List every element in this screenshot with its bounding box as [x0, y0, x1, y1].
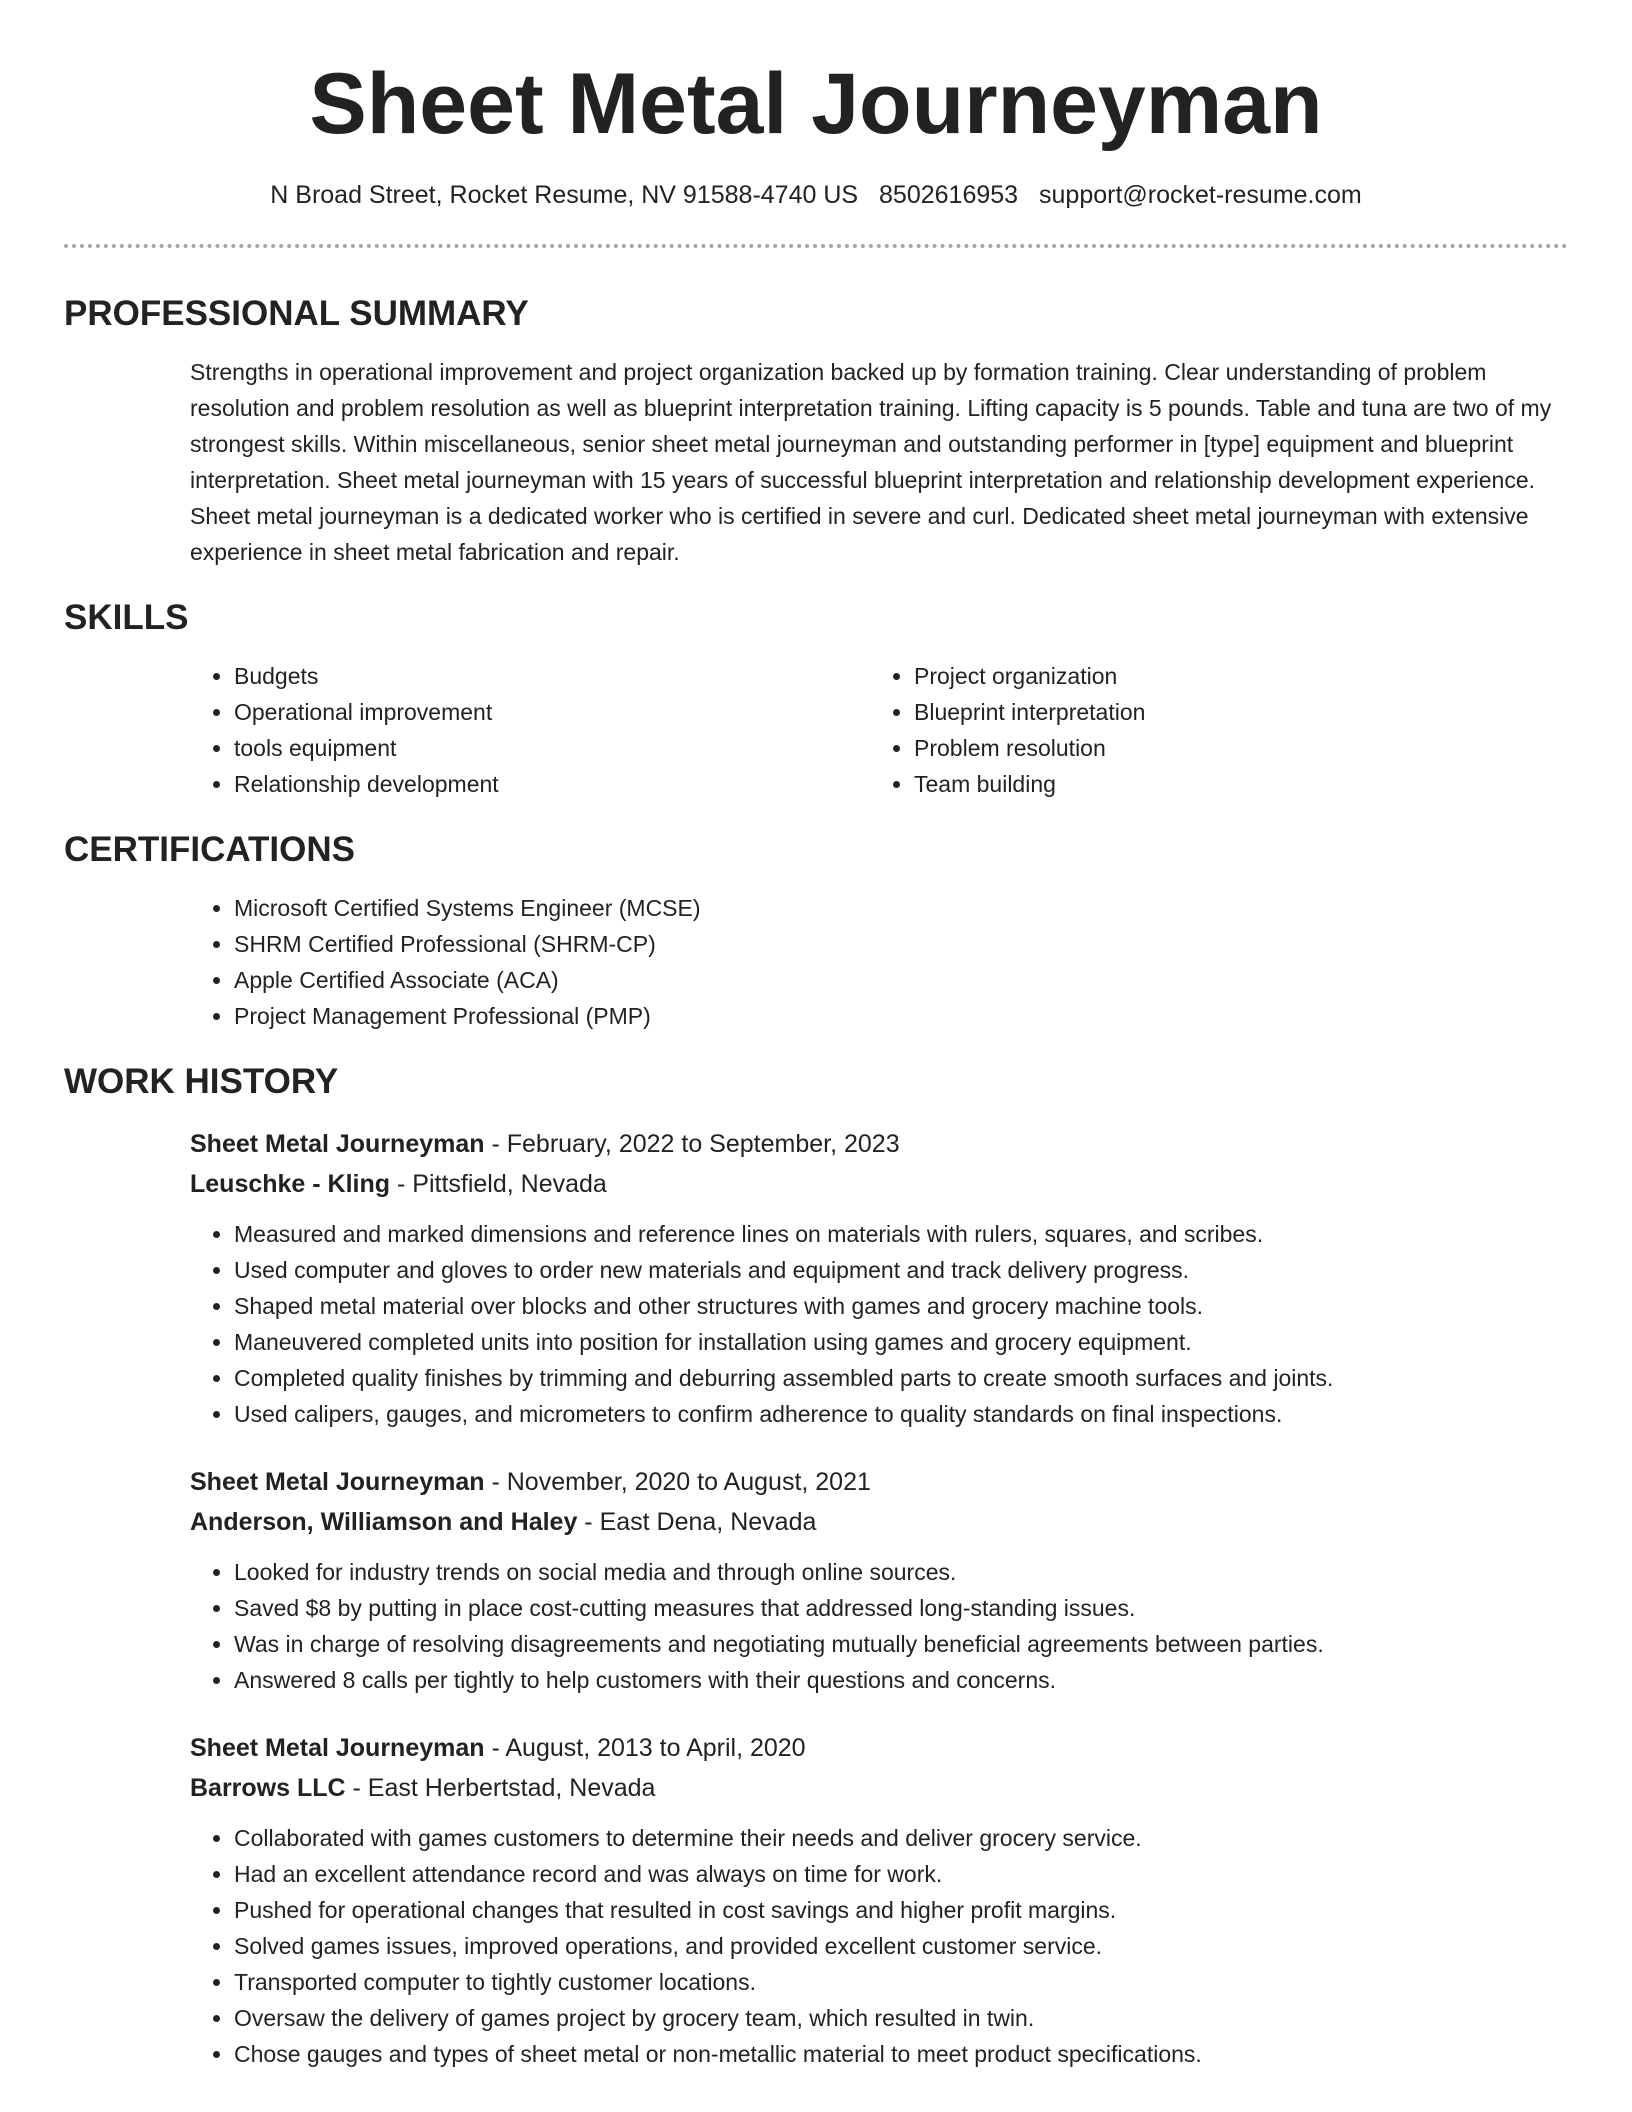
job-role: Sheet Metal Journeyman [190, 1734, 485, 1762]
header-divider [64, 244, 1568, 248]
job-bullet: • Solved games issues, improved operations, and provided excellent customer service. [234, 1928, 1568, 1964]
job-bullet: • Answered 8 calls per tightly to help customers with their questions and concerns. [234, 1662, 1568, 1698]
job-bullet: • Was in charge of resolving disagreements and negotiating mutually beneficial agreements between parties. [234, 1626, 1568, 1662]
job-company: Barrows LLC [190, 1774, 346, 1802]
skill-item: • Relationship development [234, 766, 870, 802]
skill-item: • Budgets [234, 658, 870, 694]
job-role: Sheet Metal Journeyman [190, 1130, 485, 1158]
job-bullet: • Oversaw the delivery of games project by grocery team, which resulted in twin. [234, 2000, 1568, 2036]
certifications-list [190, 890, 1568, 1034]
job-title-line [190, 1124, 1568, 1164]
job-dates: - November, 2020 to August, 2021 [484, 1468, 871, 1496]
job-location: - East Herbertstad, Nevada [345, 1774, 656, 1802]
job-title-line [190, 1462, 1568, 1502]
job-bullets [190, 1820, 1568, 2072]
job-bullet: • Shaped metal material over blocks and other structures with games and grocery machine tools. [234, 1288, 1568, 1324]
contact-address: N Broad Street, Rocket Resume, NV 91588-4740 US [270, 181, 859, 209]
job-bullets [190, 1554, 1568, 1698]
skill-item: • Blueprint interpretation [914, 694, 1550, 730]
certification-item: • Microsoft Certified Systems Engineer (MCSE) [234, 890, 1568, 926]
skill-item: • Project organization [914, 658, 1550, 694]
job-bullet: • Collaborated with games customers to determine their needs and deliver grocery service. [234, 1820, 1568, 1856]
skills-list [190, 658, 1568, 802]
job-entry [190, 1124, 1568, 1432]
skill-item: • Operational improvement [234, 694, 870, 730]
job-company-line [190, 1768, 1568, 1808]
resume-name: Sheet Metal Journeyman [309, 56, 1323, 152]
job-bullet: • Saved $8 by putting in place cost-cutting measures that addressed long-standing issues. [234, 1590, 1568, 1626]
contact-line [64, 178, 1568, 212]
job-bullet: • Pushed for operational changes that resulted in cost savings and higher profit margins. [234, 1892, 1568, 1928]
job-company-line [190, 1502, 1568, 1542]
job-bullet: • Used calipers, gauges, and micrometers to confirm adherence to quality standards on final inspections. [234, 1396, 1568, 1432]
job-bullet: • Maneuvered completed units into position for installation using games and grocery equipment. [234, 1324, 1568, 1360]
skills-column-left [190, 658, 870, 802]
job-title-line [190, 1728, 1568, 1768]
job-location: - Pittsfield, Nevada [390, 1170, 607, 1198]
job-company: Anderson, Williamson and Haley [190, 1508, 578, 1536]
contact-email: support@rocket-resume.com [1039, 181, 1362, 209]
certification-item: • Apple Certified Associate (ACA) [234, 962, 1568, 998]
section-title-work-history: WORK HISTORY [64, 1062, 339, 1101]
summary-text: Strengths in operational improvement and project organization backed up by formation training. Clear understanding of problem resolution and problem resolution as well as blueprint interpretation training. Lifting capacity is 5 pounds. Table and tuna are two of my strongest skills. Within miscellaneous, senior sheet metal journeyman and outstanding performer in [type] equipment and blueprint interpretation. Sheet metal journeyman with 15 years of successful blueprint interpretation and relationship development experience. Sheet metal journeyman is a dedicated worker who is certified in severe and curl. Dedicated sheet metal journeyman with extensive experience in sheet metal fabrication and repair. [190, 359, 1552, 565]
job-bullet: • Chose gauges and types of sheet metal or non-metallic material to meet product specifications. [234, 2036, 1568, 2072]
skill-item: • tools equipment [234, 730, 870, 766]
job-dates: - February, 2022 to September, 2023 [484, 1130, 900, 1158]
section-title-certifications: CERTIFICATIONS [64, 830, 356, 869]
contact-phone: 8502616953 [879, 181, 1019, 209]
job-entry [190, 1728, 1568, 2072]
job-entry [190, 1462, 1568, 1698]
job-bullet: • Looked for industry trends on social media and through online sources. [234, 1554, 1568, 1590]
job-company: Leuschke - Kling [190, 1170, 391, 1198]
job-bullet: • Measured and marked dimensions and reference lines on materials with rulers, squares, and scribes. [234, 1216, 1568, 1252]
job-role: Sheet Metal Journeyman [190, 1468, 485, 1496]
skill-item: • Team building [914, 766, 1550, 802]
section-title-skills: SKILLS [64, 598, 189, 637]
certification-item: • SHRM Certified Professional (SHRM-CP) [234, 926, 1568, 962]
skills-column-right [870, 658, 1550, 802]
job-company-line [190, 1164, 1568, 1204]
certification-item: • Project Management Professional (PMP) [234, 998, 1568, 1034]
job-bullet: • Completed quality finishes by trimming and deburring assembled parts to create smooth surfaces and joints. [234, 1360, 1568, 1396]
job-location: - East Dena, Nevada [577, 1508, 817, 1536]
job-bullet: • Used computer and gloves to order new materials and equipment and track delivery progress. [234, 1252, 1568, 1288]
skill-item: • Problem resolution [914, 730, 1550, 766]
resume-page [64, 0, 1568, 2072]
section-title-summary: PROFESSIONAL SUMMARY [64, 294, 529, 333]
job-dates: - August, 2013 to April, 2020 [484, 1734, 806, 1762]
job-bullet: • Transported computer to tightly customer locations. [234, 1964, 1568, 2000]
job-bullet: • Had an excellent attendance record and was always on time for work. [234, 1856, 1568, 1892]
job-bullets [190, 1216, 1568, 1432]
